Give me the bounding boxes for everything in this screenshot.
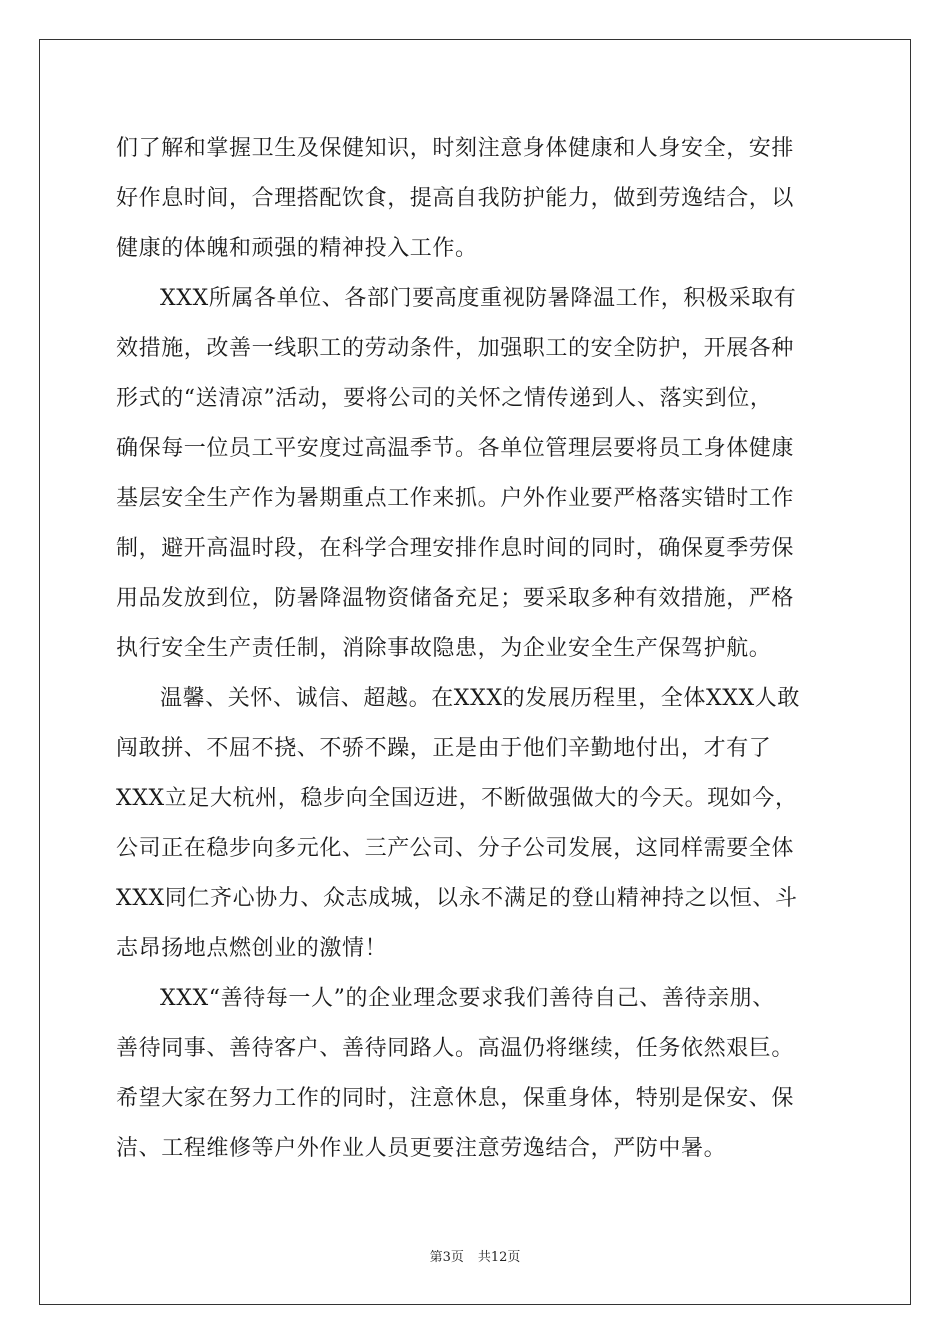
text-line: 健康的体魄和顽强的精神投入工作。 — [116, 236, 478, 261]
text-line: 形式的“送清凉”活动，要将公司的关怀之情传递到人、落实到位， — [116, 386, 773, 411]
text-line: 善待同事、善待客户、善待同路人。高温仍将继续，任务依然艰巨。 — [116, 1036, 795, 1061]
text-line: 志昂扬地点燃创业的激情！ — [116, 936, 388, 961]
text-line: XXX所属各单位、各部门要高度重视防暑降温工作，积极采取有 — [160, 286, 797, 311]
text-line: 希望大家在努力工作的同时，注意休息，保重身体，特别是保安、保 — [116, 1086, 795, 1111]
text-line: 洁、工程维修等户外作业人员更要注意劳逸结合，严防中暑。 — [116, 1136, 727, 1161]
text-line: 温馨、关怀、诚信、超越。在XXX的发展历程里，全体XXX人敢 — [160, 686, 800, 711]
text-line: XXX“善待每一人”的企业理念要求我们善待自己、善待亲朋、 — [160, 986, 775, 1011]
text-line: XXX同仁齐心协力、众志成城，以永不满足的登山精神持之以恒、斗 — [116, 886, 798, 911]
document-body — [116, 124, 836, 1174]
text-line: 确保每一位员工平安度过高温季节。各单位管理层要将员工身体健康 — [116, 436, 795, 461]
text-line: 效措施，改善一线职工的劳动条件，加强职工的安全防护，开展各种 — [116, 336, 795, 361]
text-line: XXX立足大杭州，稳步向全国迈进，不断做强做大的今天。现如今， — [116, 786, 798, 811]
text-line: 好作息时间，合理搭配饮食，提高自我防护能力，做到劳逸结合，以 — [116, 186, 795, 211]
text-line: 公司正在稳步向多元化、三产公司、分子公司发展，这同样需要全体 — [116, 836, 795, 861]
text-line: 用品发放到位，防暑降温物资储备充足；要采取多种有效措施，严格 — [116, 586, 795, 611]
text-line: 们了解和掌握卫生及保健知识，时刻注意身体健康和人身安全，安排 — [116, 136, 795, 161]
text-line: 执行安全生产责任制，消除事故隐患，为企业安全生产保驾护航。 — [116, 636, 772, 661]
page-total: 共12页 — [477, 1250, 521, 1265]
text-line: 制，避开高温时段，在科学合理安排作息时间的同时，确保夏季劳保 — [116, 536, 795, 561]
text-line: 基层安全生产作为暑期重点工作来抓。户外作业要严格落实错时工作 — [116, 486, 795, 511]
page-footer — [0, 1250, 950, 1266]
text-line: 闯敢拼、不屈不挠、不骄不躁，正是由于他们辛勤地付出，才有了 — [116, 736, 772, 761]
page-number: 第3页 — [429, 1250, 464, 1265]
